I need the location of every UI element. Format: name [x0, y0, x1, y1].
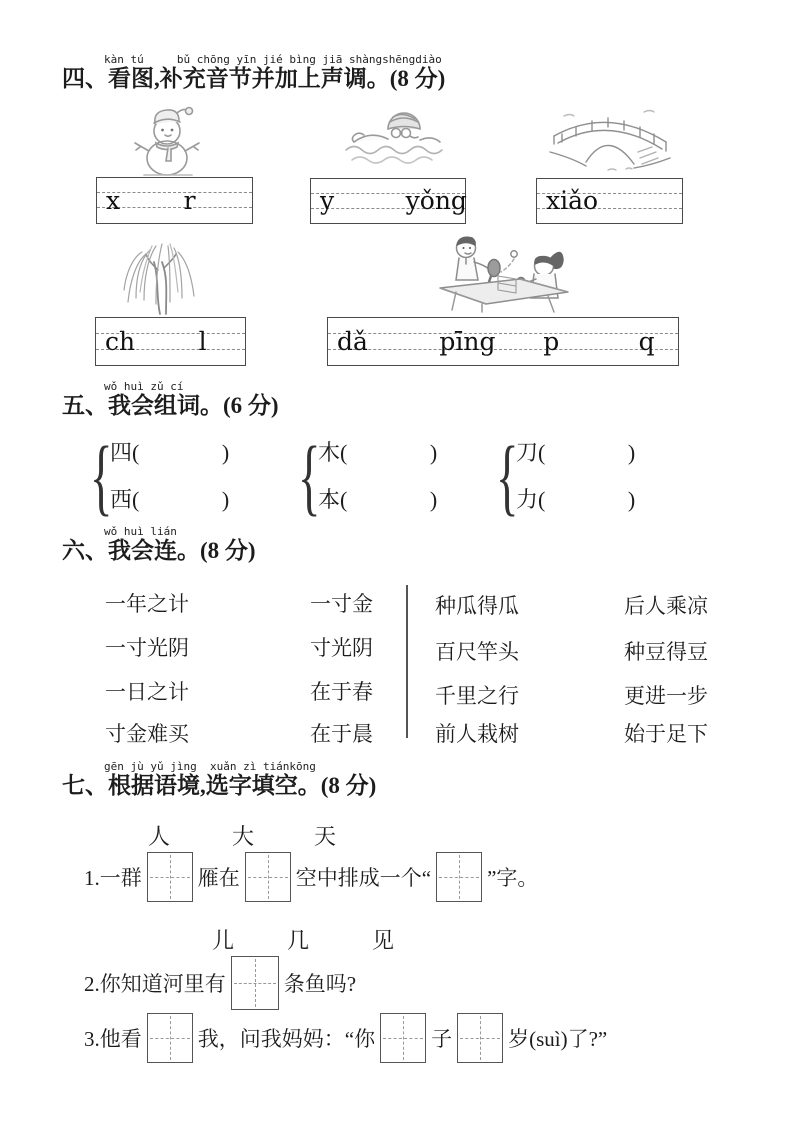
match-item[interactable]: 始于足下: [624, 722, 708, 746]
question-3: [84, 1013, 607, 1063]
pinyin-writing-box-swimmer[interactable]: [310, 178, 466, 224]
divider-line: [406, 585, 408, 738]
section5-pinyin: wǒ huì zǔ cí: [104, 380, 184, 393]
choice-char: 儿: [212, 928, 235, 953]
question-text: 3.他看: [84, 1027, 142, 1051]
section6-pinyin: wǒ huì lián: [104, 525, 177, 538]
match-item[interactable]: 寸金难买: [105, 722, 189, 746]
question-text: 2.你知道河里有: [84, 972, 226, 996]
answer-box[interactable]: [147, 852, 193, 902]
question-2: [84, 956, 356, 1010]
stone-bridge-picture: [548, 104, 672, 172]
word-group-si-xi: [84, 428, 230, 524]
word-group-dao-li: [490, 428, 636, 524]
writing-box-text: x r: [106, 185, 196, 215]
match-item[interactable]: 种瓜得瓜: [435, 594, 519, 618]
match-item[interactable]: 一寸光阴: [105, 636, 189, 660]
section7-pinyin: gēn jù yǔ jìng xuǎn zì tiánkōng: [104, 760, 316, 773]
match-item[interactable]: 在于晨: [310, 722, 373, 746]
choice-char: 几: [287, 928, 310, 953]
table-tennis-picture: [428, 232, 578, 314]
choice-char: 天: [314, 824, 337, 849]
section5-heading: [62, 381, 279, 419]
section6-heading: [62, 526, 256, 564]
writing-box-text: ch l: [105, 326, 207, 356]
answer-box[interactable]: [380, 1013, 426, 1063]
match-item[interactable]: 更进一步: [624, 684, 708, 708]
pinyin-writing-box-willow[interactable]: [95, 317, 246, 366]
question-text: 空中排成一个“: [295, 866, 432, 890]
word-group-mu-ben: [292, 428, 438, 524]
word-blank-li[interactable]: 力( ): [516, 486, 636, 512]
choice-char: 大: [232, 824, 255, 849]
answer-box[interactable]: [245, 852, 291, 902]
match-item[interactable]: 一日之计: [105, 680, 189, 704]
section4-heading: [62, 54, 445, 92]
word-blank-xi[interactable]: 西( ): [110, 486, 230, 512]
word-blank-si[interactable]: 四( ): [110, 439, 230, 465]
writing-box-text: y yǒng: [320, 185, 467, 215]
pinyin-writing-box-snowman[interactable]: [96, 177, 253, 224]
match-item[interactable]: 后人乘凉: [624, 594, 708, 618]
question-text: 1.一群: [84, 866, 142, 890]
question-text: 子: [431, 1027, 453, 1051]
section5-title: 五、我会组词。(6 分): [62, 393, 279, 418]
match-item[interactable]: 寸光阴: [310, 636, 373, 660]
brace-glyph: {: [297, 428, 321, 524]
question-1: [84, 852, 538, 902]
snowman-picture: [122, 101, 214, 177]
question-text: 岁(suì)了?”: [508, 1027, 608, 1051]
section7-title: 七、根据语境,选字填空。(8 分): [62, 773, 377, 798]
section7-heading: [62, 761, 376, 799]
writing-box-text: dǎ pīng p q: [337, 326, 655, 356]
match-item[interactable]: 千里之行: [435, 684, 519, 708]
question-text: ”字。: [487, 866, 539, 890]
match-item[interactable]: 一寸金: [310, 592, 373, 616]
pinyin-writing-box-bridge[interactable]: [536, 178, 683, 224]
pinyin-writing-box-pingpong[interactable]: [327, 317, 679, 366]
willow-tree-picture: [112, 234, 212, 316]
match-item[interactable]: 在于春: [310, 680, 373, 704]
match-item[interactable]: 一年之计: [105, 592, 189, 616]
section6-title: 六、我会连。(8 分): [62, 538, 256, 563]
question-text: 雁在: [197, 866, 240, 890]
match-item[interactable]: 前人栽树: [435, 722, 519, 746]
match-item[interactable]: 百尺竿头: [435, 640, 519, 664]
brace-glyph: {: [495, 428, 519, 524]
swimmer-picture: [340, 102, 452, 174]
word-blank-dao[interactable]: 刀( ): [516, 439, 636, 465]
answer-box[interactable]: [147, 1013, 193, 1063]
answer-box[interactable]: [231, 956, 279, 1010]
choice-char: 人: [148, 824, 171, 849]
word-blank-ben[interactable]: 本( ): [318, 486, 438, 512]
writing-box-text: xiǎo: [546, 185, 599, 215]
match-item[interactable]: 种豆得豆: [624, 640, 708, 664]
question-text: 条鱼吗?: [283, 972, 357, 996]
section4-pinyin: kàn tú bǔ chōng yīn jié bìng jiā shàngshēngdiào: [104, 53, 442, 66]
answer-box[interactable]: [457, 1013, 503, 1063]
question-text: 我，问我妈妈：“你: [197, 1027, 376, 1051]
word-blank-mu[interactable]: 木( ): [318, 439, 438, 465]
answer-box[interactable]: [436, 852, 482, 902]
section4-title: 四、看图,补充音节并加上声调。(8 分): [62, 66, 446, 91]
choice-char: 见: [372, 928, 395, 953]
brace-glyph: {: [89, 428, 113, 524]
